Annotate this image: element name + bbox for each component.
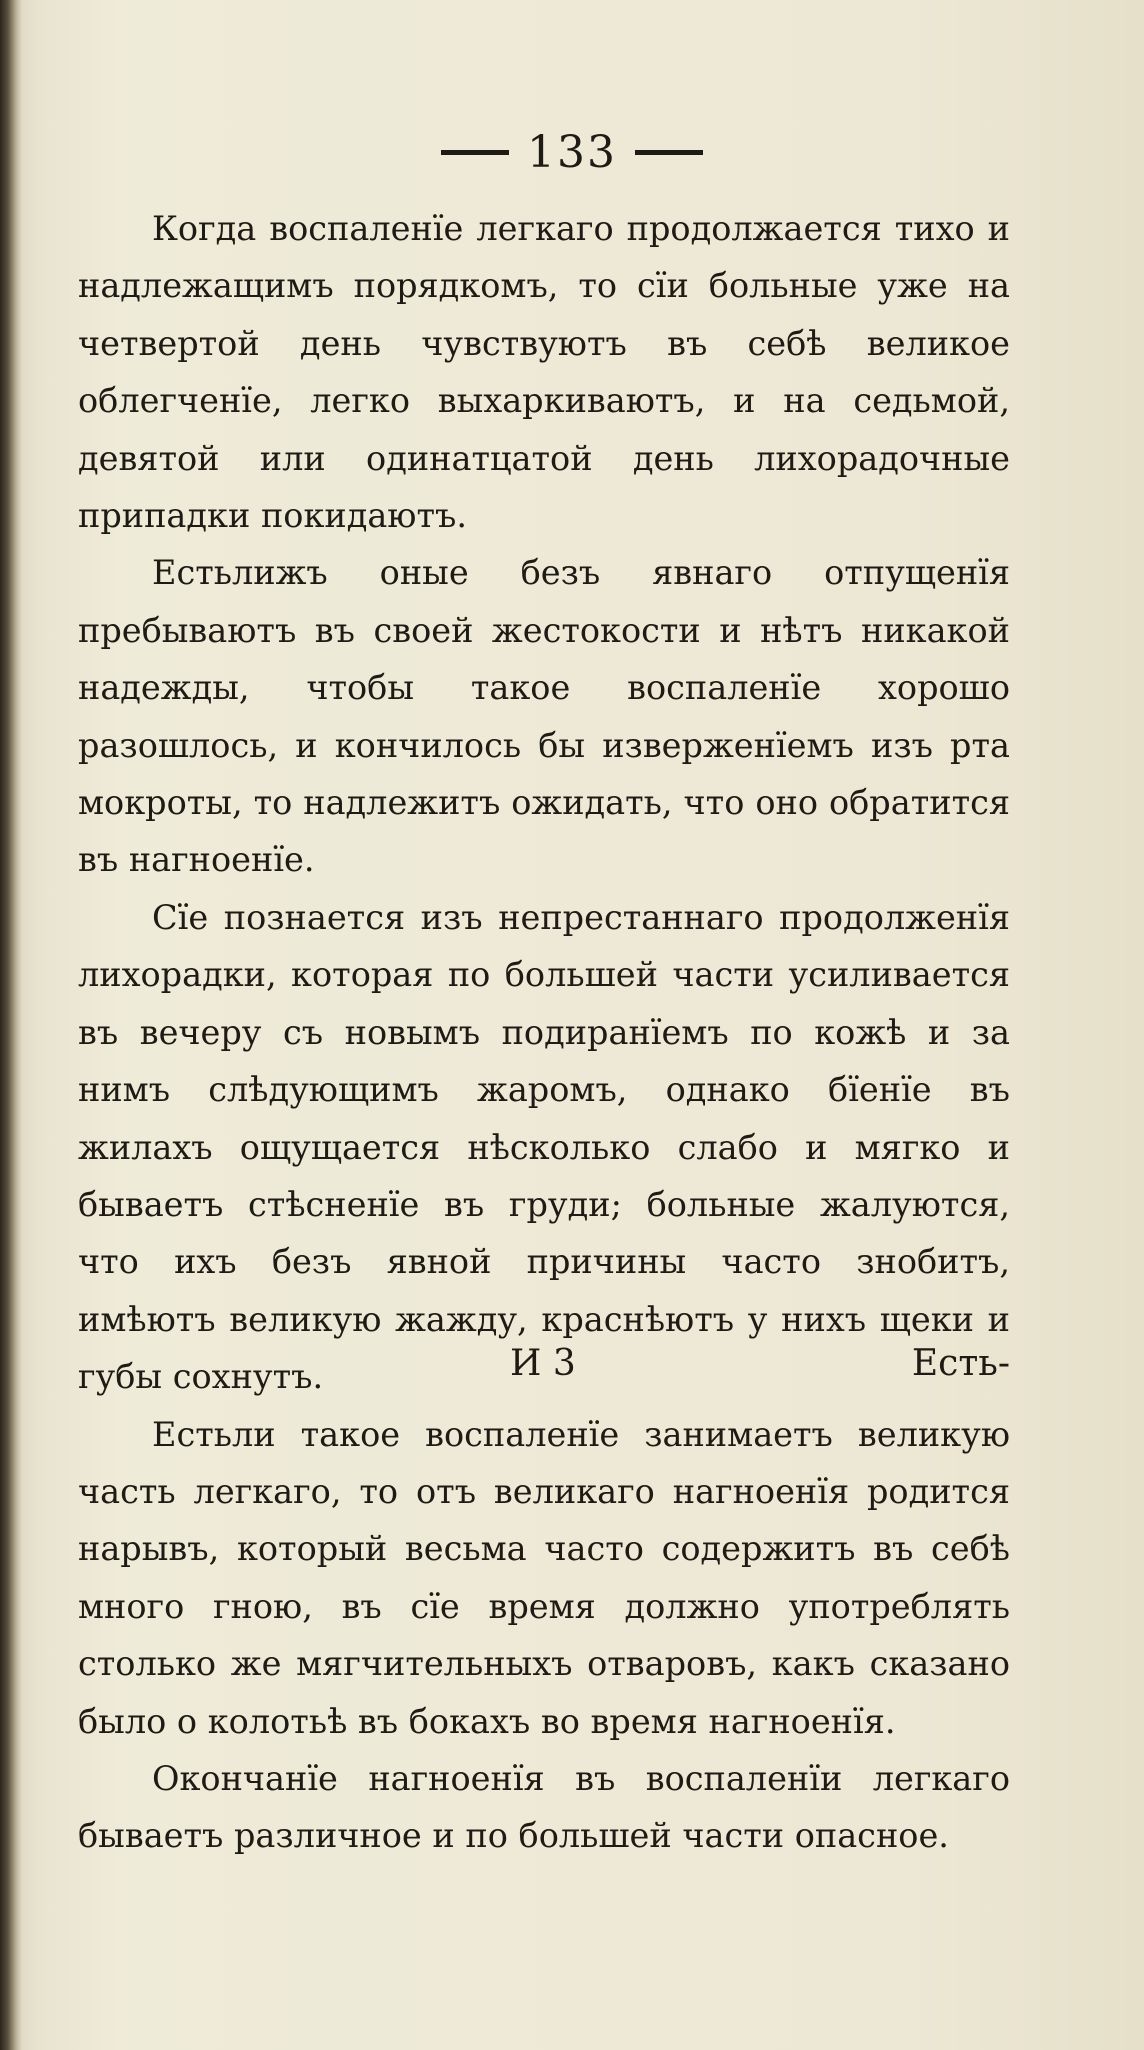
page-header: [0, 122, 1144, 182]
header-dash-left: [441, 150, 509, 155]
page-number: 133: [527, 126, 617, 178]
page-spine-shadow: [0, 0, 22, 2050]
paragraph: Естьлижъ оные безъ явнаго отпущенїя пребываютъ въ своей жестокости и нѣтъ никакой надежды, чтобы такое воспаленїе хорошо разошлось, и кончилось бы изверженїемъ изъ рта мокроты, то надлежитъ ожидать, что оно обратится въ нагноенїе.: [78, 553, 1010, 880]
paragraph: Сїе познается изъ непрестаннаго продолженїя лихорадки, которая по большей части усиливается въ вечеру съ новымъ подиранїемъ по кожѣ и за нимъ слѣдующимъ жаромъ, однако бїенїе въ жилахъ ощущается нѣсколько слабо и мягко и бываетъ стѣсненїе въ груди; больные жалуются, что ихъ безъ явной причины часто знобитъ, имѣютъ великую жажду, краснѣютъ у нихъ щеки и губы сохнутъ.: [78, 897, 1010, 1397]
paragraph: Окончанїе нагноенїя въ воспаленїи легкаго бываетъ различное и по большей части опасное.: [78, 1758, 1010, 1856]
page-footer: [78, 1343, 1010, 1403]
signature-mark: И 3: [510, 1343, 576, 1384]
body-text: [78, 200, 1010, 1865]
paragraph: Естьли такое воспаленїе занимаетъ великую часть легкаго, то отъ великаго нагноенїя родится нарывъ, который весьма часто содержитъ въ себѣ много гною, въ сїе время должно употреблять столько же мягчительныхъ отваровъ, какъ сказано было о колотьѣ въ бокахъ во время нагноенїя.: [78, 1414, 1010, 1741]
paragraph: Когда воспаленїе легкаго продолжается тихо и надлежащимъ порядкомъ, то сїи больные уже на четвертой день чувствуютъ въ себѣ великое облегченїе, легко выхаркиваютъ, и на седьмой, девятой или одинатцатой день лихорадочные припадки покидаютъ.: [78, 209, 1010, 536]
header-dash-right: [635, 150, 703, 155]
catchword: Есть-: [911, 1343, 1010, 1384]
